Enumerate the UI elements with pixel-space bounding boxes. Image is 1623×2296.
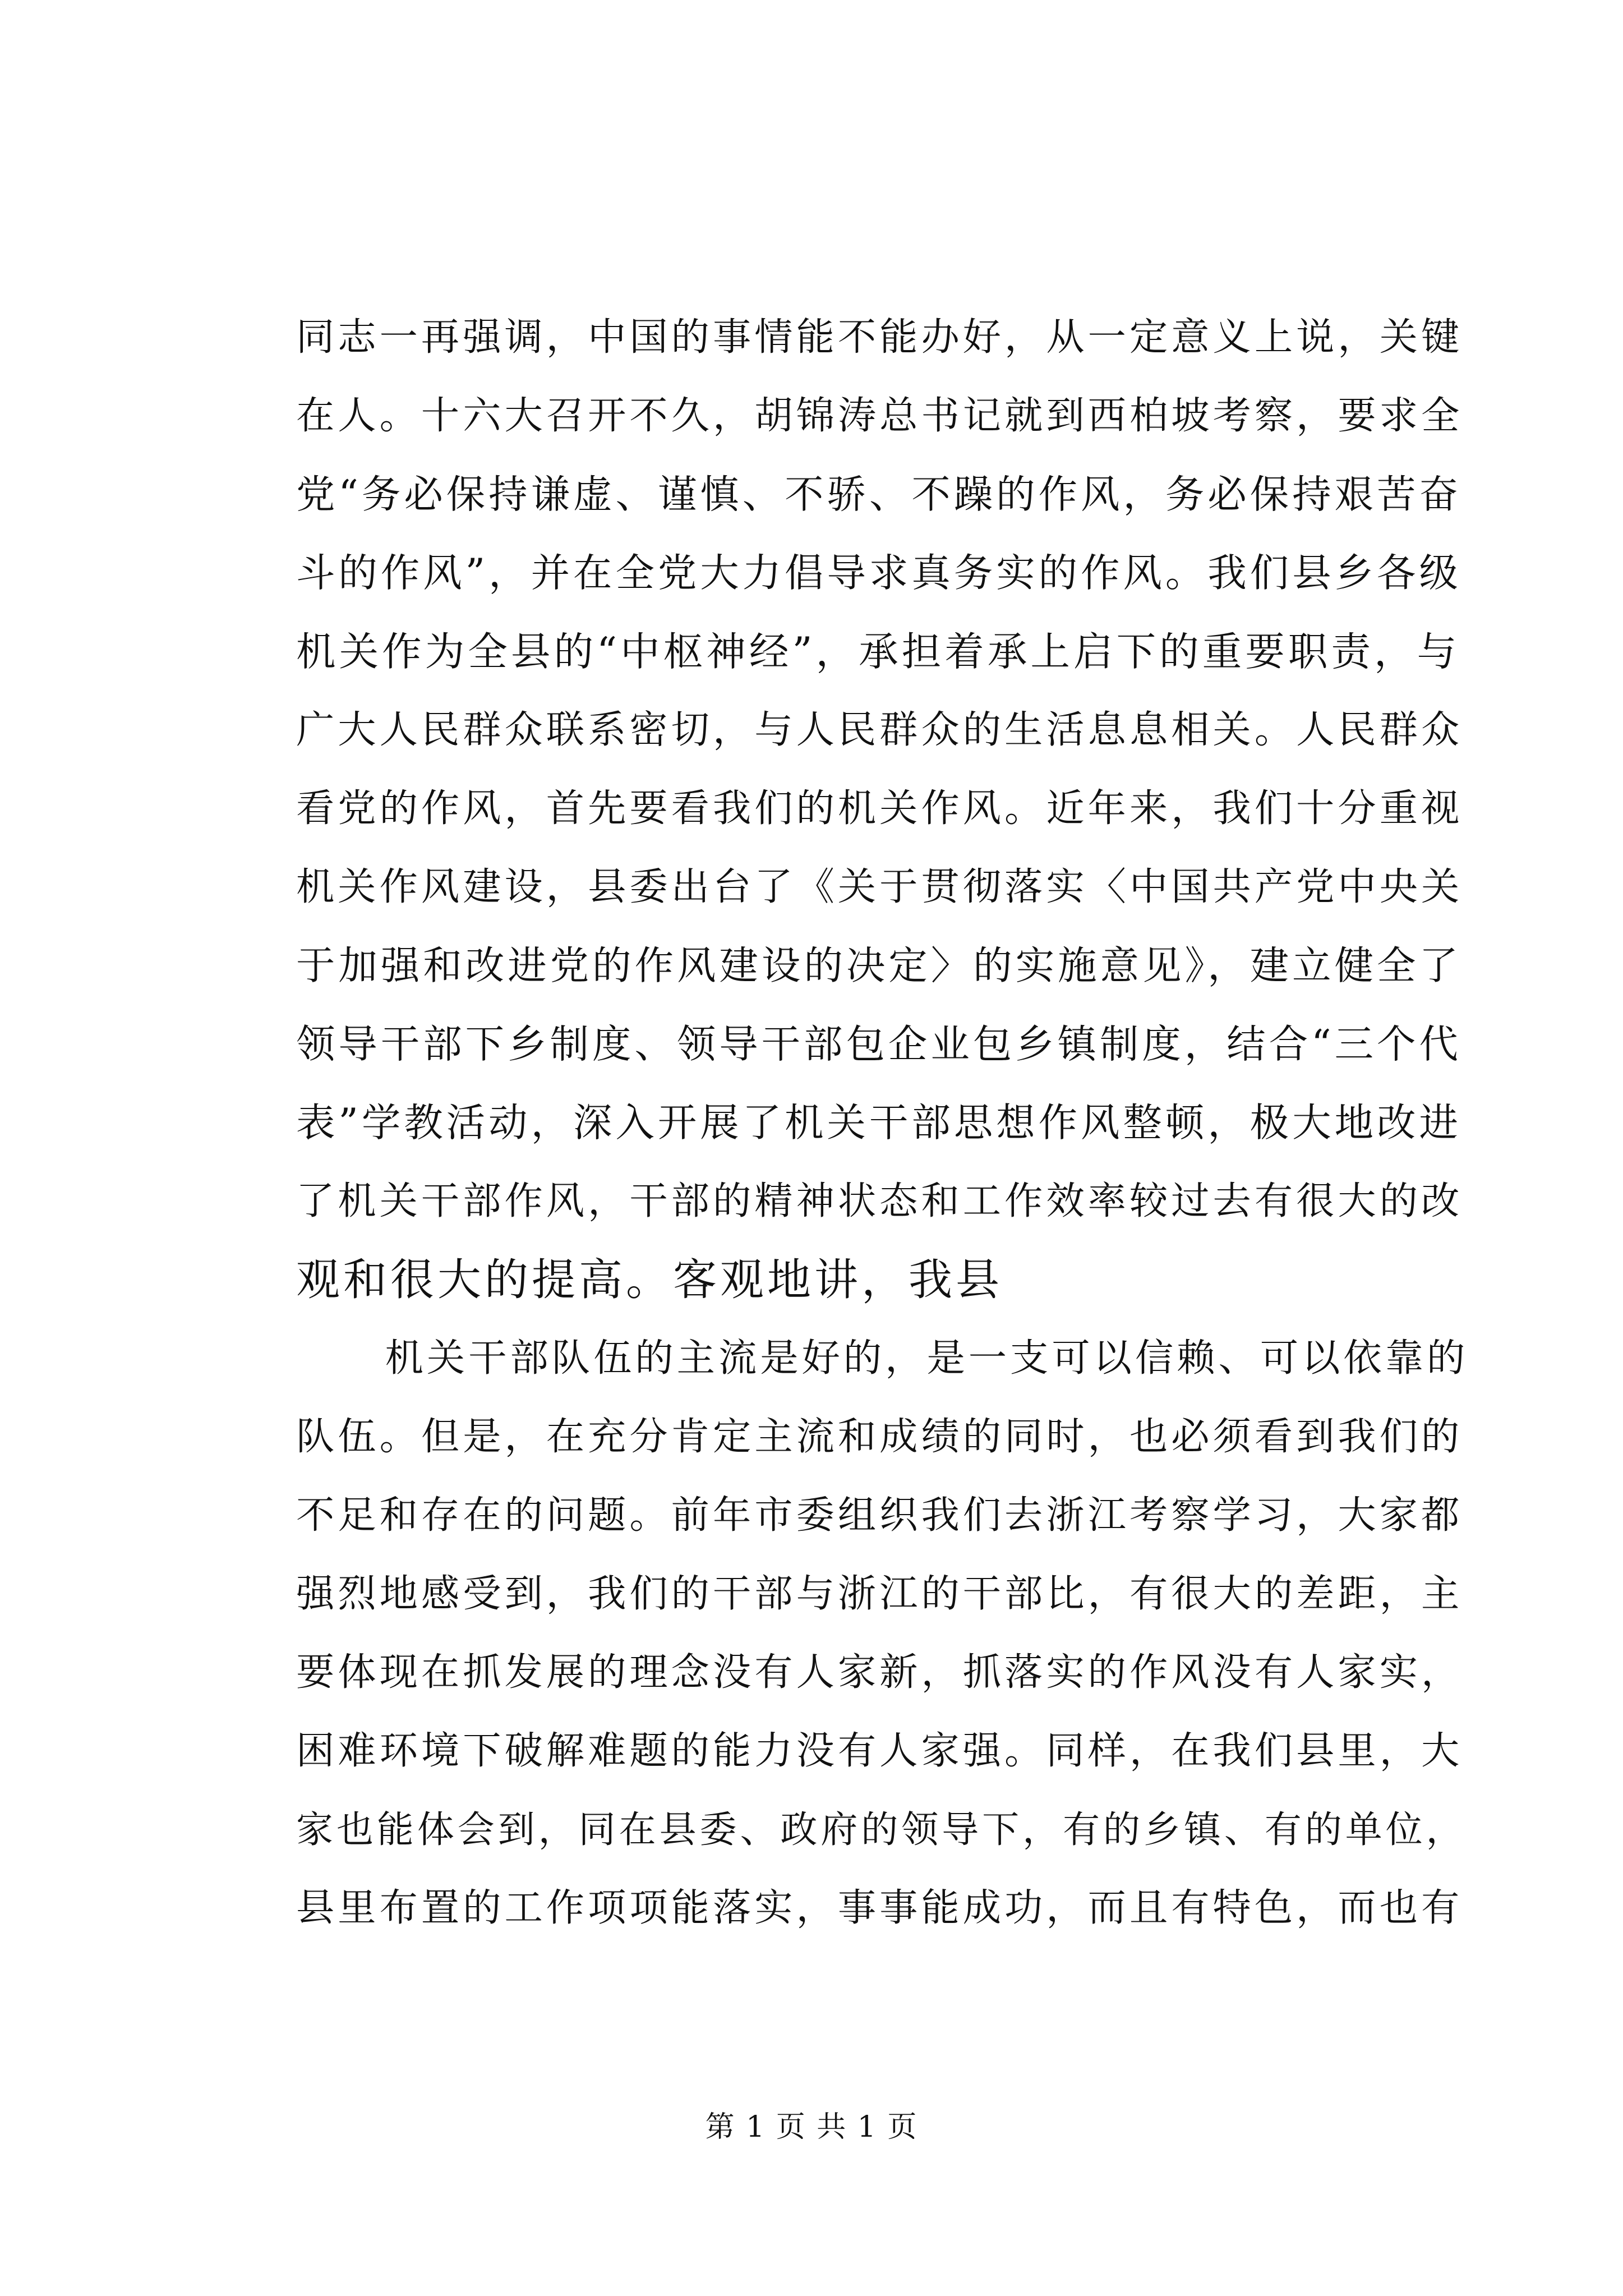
text-line: 广大人民群众联系密切，与人民群众的生活息息相关。人民群众 — [296, 708, 1463, 752]
text-line: 机关作为全县的“中枢神经”，承担着承上启下的重要职责，与 — [296, 628, 1460, 675]
text-line: 困难环境下破解难题的能力没有人家强。同样，在我们县里，大 — [296, 1729, 1463, 1773]
text-line: 领导干部下乡制度、领导干部包企业包乡镇制度，结合“三个代 — [296, 1022, 1461, 1067]
text-line: 于加强和改进党的作风建设的决定〉的实施意见》，建立健全了 — [296, 944, 1461, 988]
text-line: 在人。十六大召开不久，胡锦涛总书记就到西柏坡考察，要求全 — [296, 394, 1463, 438]
text-line: 家也能体会到，同在县委、政府的领导下，有的乡镇、有的单位， — [296, 1808, 1467, 1851]
text-line: 不足和存在的问题。前年市委组织我们去浙江考察学习，大家都 — [296, 1493, 1463, 1538]
text-line: 看党的作风，首先要看我们的机关作风。近年来，我们十分重视 — [296, 786, 1463, 831]
text-line: 要体现在抓发展的理念没有人家新，抓落实的作风没有人家实， — [296, 1650, 1463, 1695]
text-line: 表”学教活动，深入开展了机关干部思想作风整顿，极大地改进 — [296, 1101, 1461, 1145]
text-line: 机关作风建设，县委出台了《关于贯彻落实〈中国共产党中央关 — [296, 865, 1463, 909]
text-line: 强烈地感受到，我们的干部与浙江的干部比，有很大的差距，主 — [296, 1572, 1463, 1616]
paragraph-first-line: 机关干部队伍的主流是好的，是一支可以信赖、可以依靠的 — [302, 1336, 1469, 1381]
text-line: 党“务必保持谦虚、谨慎、不骄、不躁的作风，务必保持艰苦奋 — [296, 472, 1461, 517]
text-line: 同志一再强调，中国的事情能不能办好，从一定意义上说，关键 — [296, 315, 1463, 360]
text-line: 县里布置的工作项项能落实，事事能成功，而且有特色，而也有 — [296, 1886, 1463, 1930]
text-line: 了机关干部作风，干部的精神状态和工作效率较过去有很大的改 — [296, 1179, 1463, 1223]
text-line: 斗的作风”，并在全党大力倡导求真务实的作风。我们县乡各级 — [296, 551, 1461, 596]
page-footer: 第 1 页 共 1 页 — [705, 2110, 918, 2144]
text-line: 观和很大的提高。客观地讲，我县 — [296, 1255, 1003, 1305]
text-line: 队伍。但是，在充分肯定主流和成绩的同时，也必须看到我们的 — [296, 1415, 1463, 1459]
